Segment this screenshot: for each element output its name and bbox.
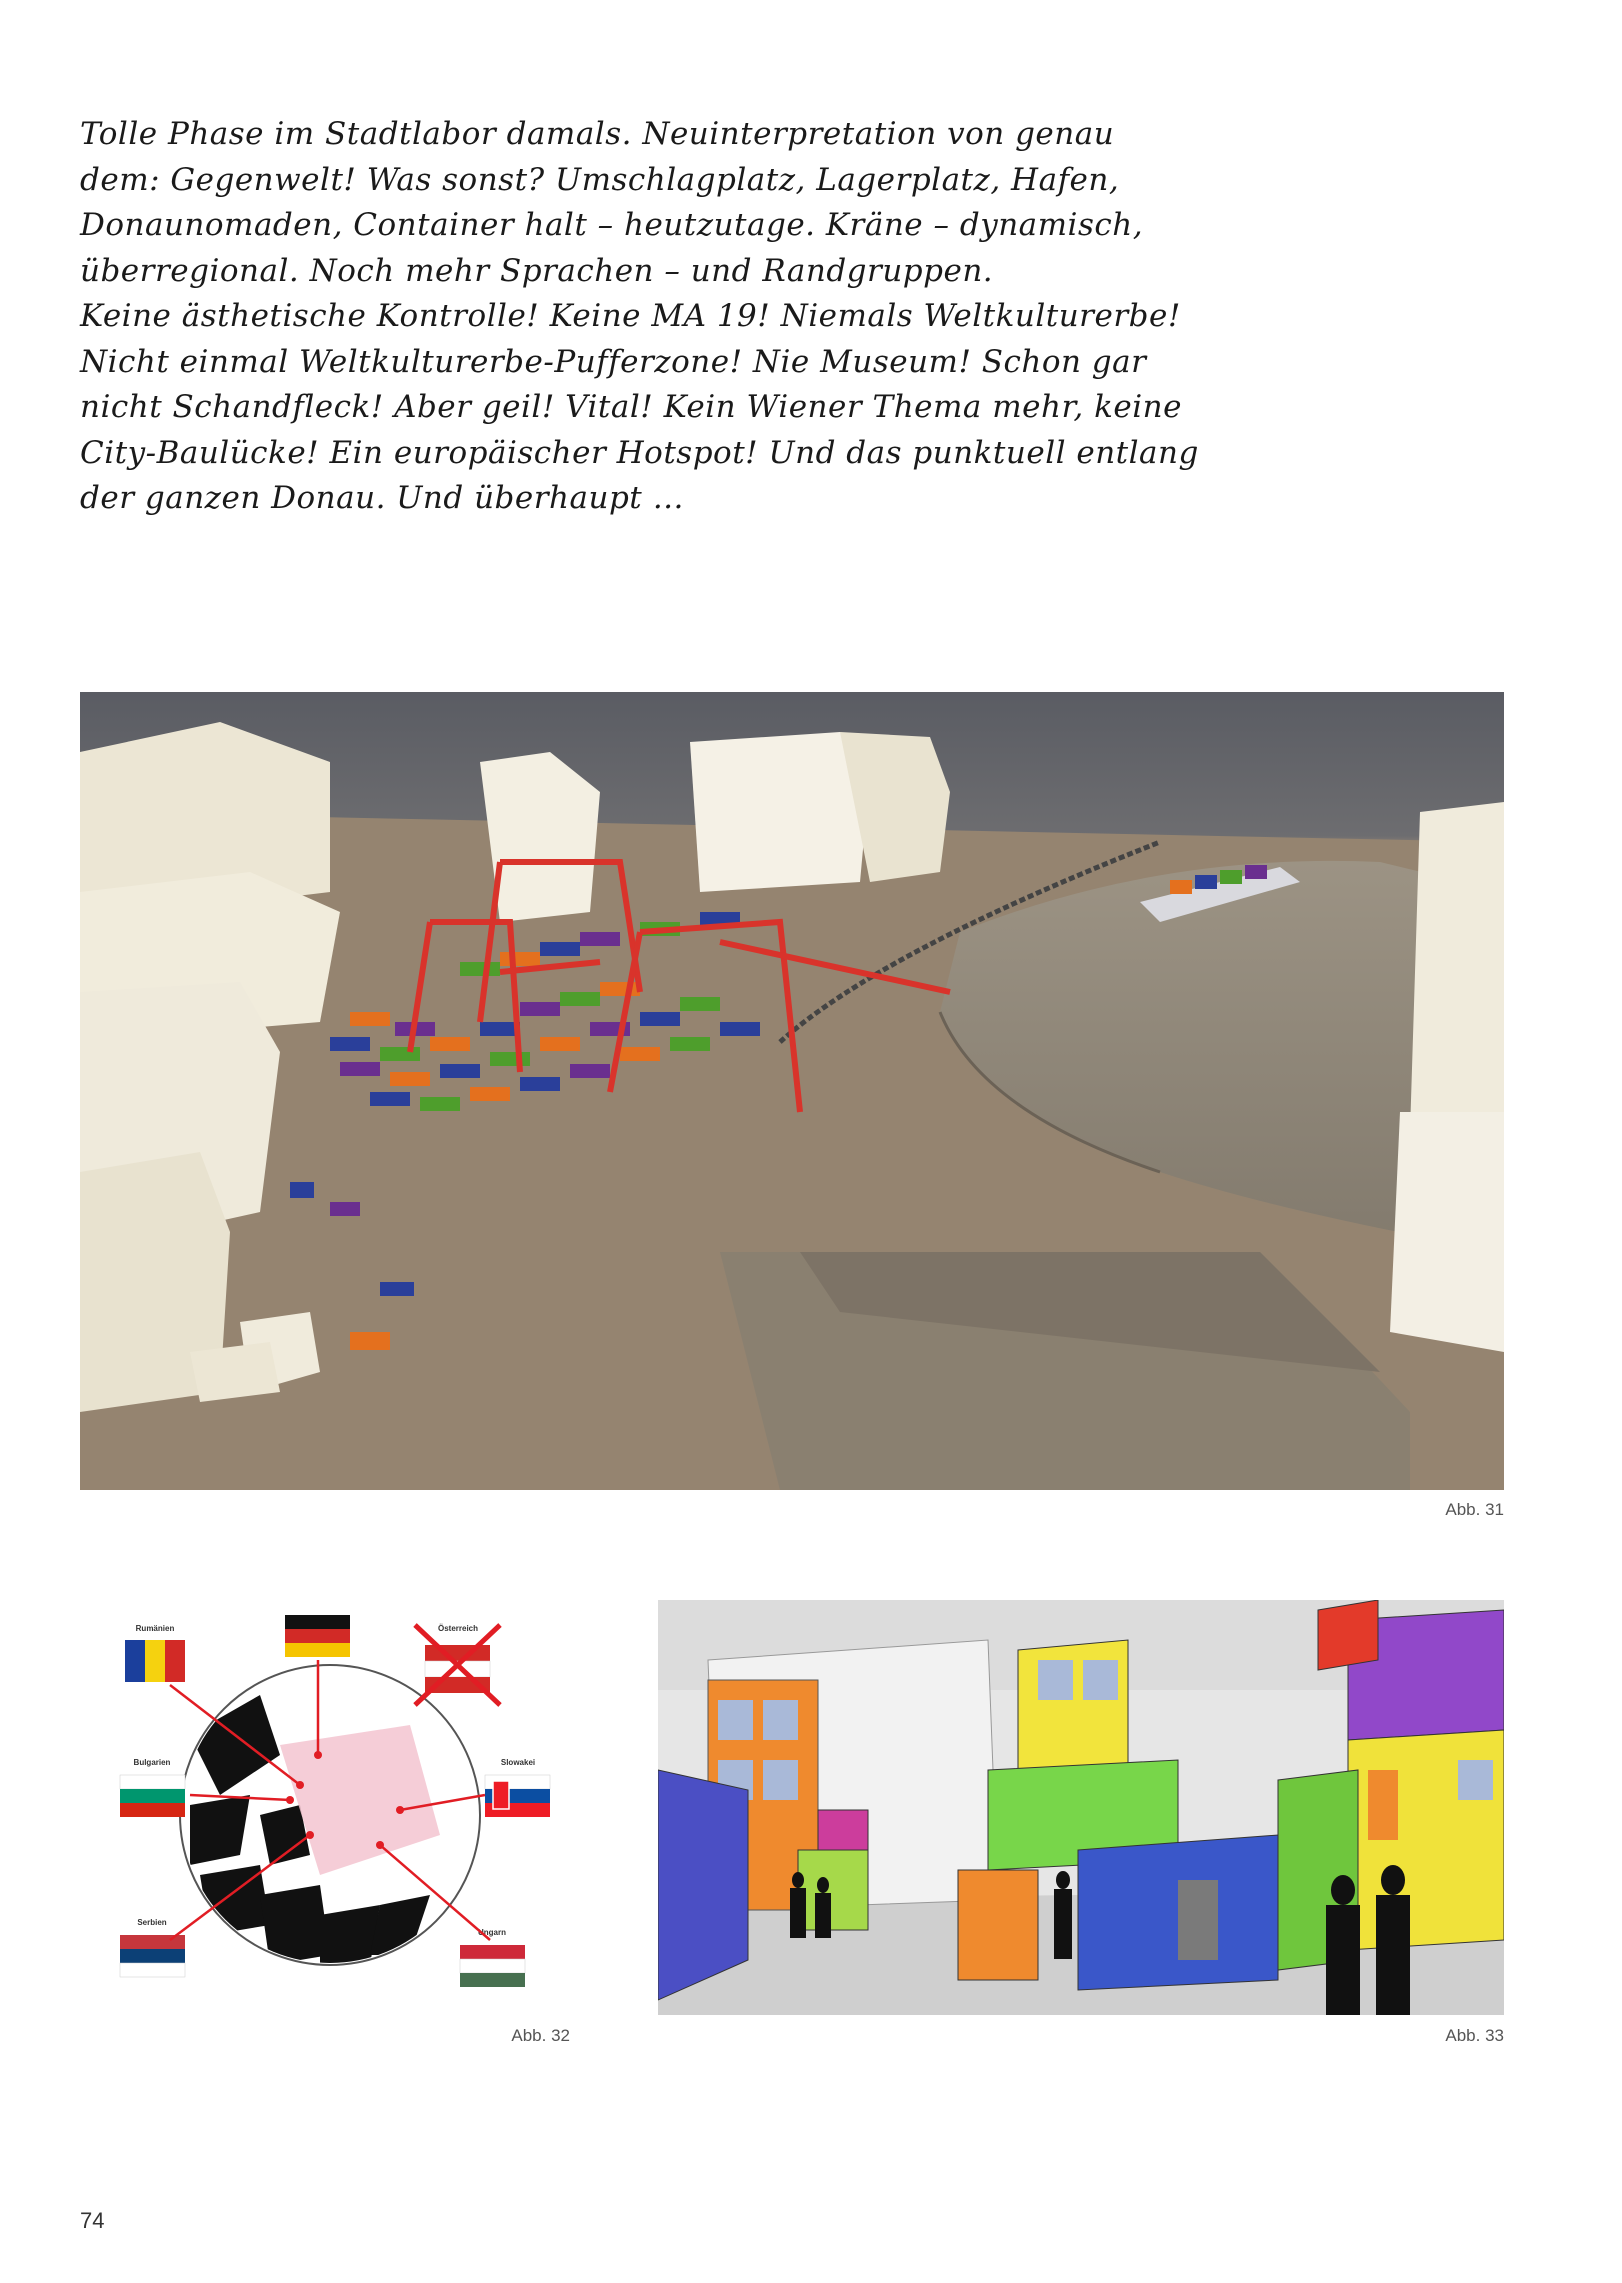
text-line: Keine ästhetische Kontrolle! Keine MA 19! Niemals Weltkulturerbe! [80,298,1181,334]
flag-diagram-illustration [80,1595,575,2015]
text-line: der ganzen Donau. Und überhaupt … [80,480,685,516]
figure-33-caption: Abb. 33 [1445,2026,1504,2045]
container-rendering-illustration [658,1600,1504,2015]
figure-31-caption: Abb. 31 [1445,1500,1504,1519]
figure-33-container-rendering [658,1600,1504,2015]
flag-austria [415,1624,500,1705]
figure-32-caption: Abb. 32 [511,2026,570,2045]
flag-label-romania: Rumänien [135,1624,175,1633]
flag-bulgaria [120,1758,185,1817]
flag-serbia [120,1918,185,1977]
flag-label-slovakia: Slowakei [500,1758,536,1767]
text-line: nicht Schandfleck! Aber geil! Vital! Kein Wiener Thema mehr, keine [80,389,1182,425]
page-number: 74 [80,2208,105,2233]
flag-label-hungary: Ungarn [478,1928,506,1937]
flag-label-austria: Österreich [437,1624,479,1633]
flag-slovakia [485,1758,550,1817]
flag-romania [125,1624,185,1682]
flag-label-bulgaria: Bulgarien [133,1758,171,1767]
text-line: Donaunomaden, Container halt – heutzutage. Kräne – dynamisch, [80,207,1144,243]
text-line: City-Baulücke! Ein europäischer Hotspot! Und das punktuell entlang [80,434,1199,471]
figure-32-flag-diagram [80,1595,575,2015]
text-line: dem: Gegenwelt! Was sonst? Umschlagplatz, Lagerplatz, Hafen, [80,161,1120,198]
flag-germany [285,1615,350,1657]
flag-hungary [460,1928,525,1987]
text-line: Nicht einmal Weltkulturerbe-Pufferzone! Nie Museum! Schon gar [80,343,1147,380]
flag-label-serbia: Serbien [137,1918,167,1927]
text-line: überregional. Noch mehr Sprachen – und Randgruppen. [80,252,994,289]
model-photo-illustration [80,692,1504,1490]
text-line: Tolle Phase im Stadtlabor damals. Neuinterpretation von genau [80,116,1115,152]
handwritten-text [80,112,1199,522]
figure-31-model-photo [80,692,1504,1490]
